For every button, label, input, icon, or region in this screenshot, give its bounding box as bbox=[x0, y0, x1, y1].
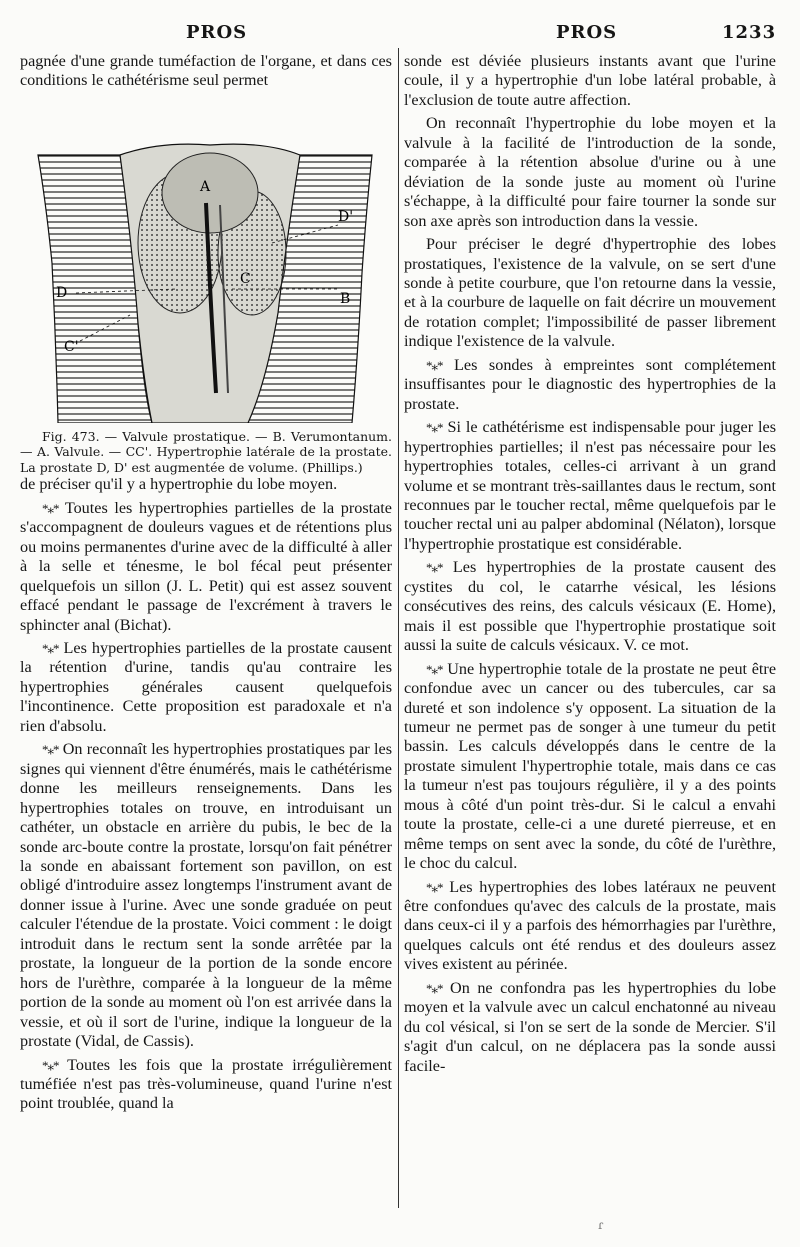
paragraph: *⁎* Toutes les hypertrophies partielles de la prostate s'accompagnent de douleurs vagues et de rétentions plus ou moins permanentes d'urine avec de la difficulté à aller à la selle et ténesme, le bol fécal peut présenter quelquefois un sillon (J. L. Petit) qui est assez souvent effacé pendant le passage de l'excrément à travers le sphincter anal (Bichat). bbox=[20, 498, 392, 634]
paragraph: *⁎* On reconnaît les hypertrophies prostatiques par les signes qui viennent d'être énumérés, mais le cathétérisme donne les meilleurs renseignements. Dans les hypertrophies totales on trouve, en introduisant un cathéter, un obstacle en arrière du pubis, le bec de la sonde arc-boute contre la prostate, lorsqu'on fait pénétrer la sonde en abaissant fortement son pavillon, on est obligé d'introduire assez longtemps l'instrument avant de donner issue à l'urine. Avec une sonde graduée on peut calculer l'étendue de la prostate. Voici comment : le doigt introduit dans le rectum sent la sonde arrêtée par la prostate, la longueur de la portion de la sonde encore hors de l'urèthre, comparée à la longueur de la même portion de la sonde au moment où l'on est arrivée dans la vessie, et où il sort de l'urine, indique la longueur de la prostate (Vidal, de Cassis). bbox=[20, 740, 392, 1051]
running-head-left: PROS bbox=[186, 22, 248, 43]
paragraph: Pour préciser le degré d'hypertrophie des lobes prostatiques, l'existence de la valvule, on se sert d'une sonde à petite courbure, que l'on retourne dans la vessie, et à la courbure de laquelle on fait décrire un mouvement de rotation complet; l'impossibilité de passer librement indique l'existence de la valvule. bbox=[404, 235, 776, 351]
asterism: *⁎* bbox=[42, 641, 59, 657]
running-head-right: PROS bbox=[556, 22, 618, 43]
page-number: 1233 bbox=[722, 22, 777, 43]
right-column bbox=[404, 52, 776, 1076]
figure-caption: Fig. 473. — Valvule prostatique. — B. Verumontanum. — A. Valvule. — CC'. Hypertrophie latérale de la prostate. La prostate D, D' est augmentée de volume. (Phillips.) bbox=[20, 428, 392, 475]
paragraph: On reconnaît l'hypertrophie du lobe moyen et la valvule à la facilité de l'introduction de la sonde, comparée à la rétention absolue d'urine ou à une déviation de la sonde juste au moment où l'urine s'échappe, à la difficulté pour faire tourner la sonde sur son axe après son introduction dans la vessie. bbox=[404, 114, 776, 230]
footer-mark: ɾ bbox=[598, 1218, 604, 1232]
label-a: A bbox=[200, 178, 211, 195]
asterism: *⁎* bbox=[42, 500, 59, 516]
asterism: *⁎* bbox=[426, 879, 443, 895]
paragraph: *⁎* Toutes les fois que la prostate irrégulièrement tuméfiée n'est pas très-volumineuse, quand l'urine n'est point troublée, quand la bbox=[20, 1055, 392, 1113]
asterism: *⁎* bbox=[426, 980, 443, 996]
asterism: *⁎* bbox=[426, 560, 443, 576]
label-c-prime: C' bbox=[64, 338, 79, 355]
paragraph: *⁎* Les hypertrophies de la prostate causent des cystites du col, le catarrhe vésical, les lésions consécutives des reins, des calculs vésicaux (E. Home), mais il est possible que l'hypertrophie prostatique soit aussi la suite de calculs vésicaux. V. ce mot. bbox=[404, 558, 777, 655]
paragraph: sonde est déviée plusieurs instants avant que l'urine coule, il y a hypertrophie d'un lobe latéral probable, à l'exclusion de toute autre affection. bbox=[404, 52, 776, 109]
paragraph: *⁎* Une hypertrophie totale de la prostate ne peut être confondue avec un cancer ou des tubercules, car sa dureté et son indolence s'y opposent. La situation de la tumeur ne permet pas de songer à une tumeur du petit bassin. Les calculs développés dans le centre de la prostate simulent l'hypertrophie totale, mais dans ce cas la tumeur n'est pas toujours régulière, il y a des points mous à côté d'un point très-dur. Si le calcul a envahi toute la prostate, celle-ci a une dureté pierreuse, et en même temps on sent avec la sonde, du côté de l'urèthre, le choc du calcul. bbox=[404, 659, 776, 873]
label-d-prime: D' bbox=[338, 208, 354, 225]
prostate-illustration bbox=[20, 93, 392, 423]
asterism: *⁎* bbox=[42, 1057, 59, 1073]
asterism: *⁎* bbox=[426, 661, 443, 677]
paragraph: *⁎* Les sondes à empreintes sont complétement insuffisantes pour le diagnostic des hypertrophies de la prostate. bbox=[404, 355, 776, 413]
anatomical-figure bbox=[20, 93, 392, 423]
paragraph: pagnée d'une grande tuméfaction de l'organe, et dans ces conditions le cathétérisme seul permet bbox=[20, 52, 392, 90]
label-b: B bbox=[340, 290, 351, 307]
paragraph: de préciser qu'il y a hypertrophie du lobe moyen. bbox=[20, 475, 338, 494]
label-c: C bbox=[240, 270, 251, 287]
paragraph: *⁎* Les hypertrophies des lobes latéraux ne peuvent être confondues qu'avec des calculs de la prostate, mais dans ceux-ci il y a parfois des hémorrhagies par l'urèthre, quelques calculs ont été rendus et des douleurs assez vives existent au périnée. bbox=[404, 877, 777, 974]
paragraph: *⁎* Si le cathétérisme est indispensable pour juger les hypertrophies partielles; il n'est pas nécessaire pour les hypertrophies totales, celles-ci arrivant à un grand volume et se montrant très-saillantes daus le rectum, sont reconnues par le toucher rectal, même quelquefois par le toucher rectal uni au palper abdominal (Nélaton), lorsque l'hypertrophie prostatique est considérable. bbox=[404, 418, 777, 553]
left-column bbox=[20, 52, 392, 1114]
asterism: *⁎* bbox=[426, 357, 443, 373]
paragraph: *⁎* Les hypertrophies partielles de la prostate causent la rétention d'urine, tandis qu'au contraire les hypertrophies générales causent quelquefois l'incontinence. Cette proposition est paradoxale et n'a rien d'absolu. bbox=[20, 639, 393, 735]
label-d: D bbox=[56, 284, 68, 301]
paragraph: *⁎* On ne confondra pas les hypertrophies du lobe moyen et la valvule avec un calcul enchatonné au niveau du col vésical, si l'on se sert de la sonde de Mercier. S'il s'agit d'un calcul, on ne déplacera pas la sonde aussi facile- bbox=[404, 978, 777, 1075]
column-divider bbox=[398, 48, 399, 1208]
asterism: *⁎* bbox=[42, 742, 59, 758]
asterism: *⁎* bbox=[426, 420, 443, 436]
